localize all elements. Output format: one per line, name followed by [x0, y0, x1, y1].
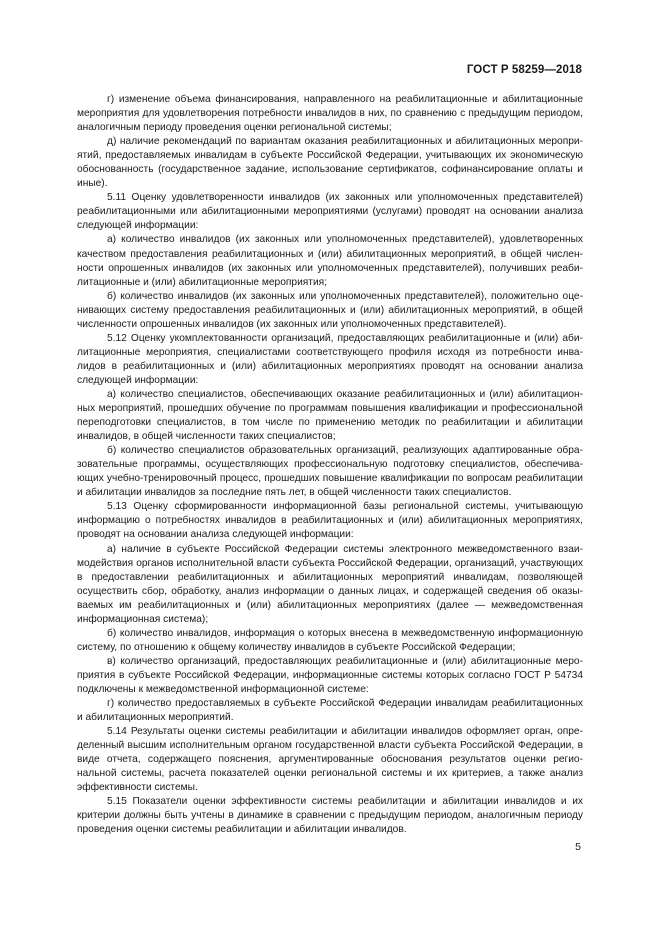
paragraph: б) количество инвалидов, информация о которых внесена в межведомственную информационную систему, по отношению к общему количеству инвалидов в субъекте Российской Федерации;	[77, 627, 583, 653]
page-number: 5	[575, 841, 581, 853]
paragraph: 5.12 Оценку укомплектованности организаций, предоставляющих реабилитационные и (или) абилитационные мероприятия, специалистами соответствующего профиля исходя из потребности инвалидов в реабилитационных и (или) абилитационных мероприятиях проводят на основании анализа следующей информации:	[77, 332, 583, 386]
paragraph: 5.14 Результаты оценки системы реабилитации и абилитации инвалидов оформляет орган, определенный высшим исполнительным органом государственной власти субъекта Российской Федерации, в виде отчета, содержащего пояснения, аргументированные обоснования результатов оценки региональной системы, расчета показателей оценки региональной системы и их критериев, а также анализ эффективности системы.	[77, 726, 583, 794]
paragraph: в) количество организаций, предоставляющих реабилитационные и (или) абилитационные мероприятия в субъекте Российской Федерации, информационные системы которых согласно ГОСТ Р 54734 подключены к межведомственной информационной системе:	[77, 655, 583, 695]
paragraph: б) количество специалистов образовательных организаций, реализующих адаптированные образовательные программы, осуществляющих профессиональную подготовку специалистов, обеспечивающих учебно-тренировочный процесс, прошедших повышение квалификации по вопросам реабилитации и абилитации инвалидов за последние пять лет, в общей численности таких специалистов.	[77, 445, 583, 499]
paragraph: г) изменение объема финансирования, направленного на реабилитационные и абилитационные мероприятия для удовлетворения потребности инвалидов в них, по сравнению с предыдущим периодом, аналогичным периоду проведения оценки региональной системы;	[77, 94, 583, 134]
document-body	[77, 93, 583, 837]
paragraph: а) количество инвалидов (их законных или уполномоченных представителей), удовлетворенных качеством предоставления реабилитационных и (или) абилитационных мероприятий, в общей численности опрошенных инвалидов (их законных или уполномоченных представителей), получивших реабилитационные и (или) абилитационные мероприятия;	[77, 234, 583, 288]
paragraph: а) наличие в субъекте Российской Федерации системы электронного межведомственного взаимодействия органов исполнительной власти субъекта Российской Федерации, организаций, участвующих в предоставлении реабилитационных и абилитационных мероприятий инвалидам, позволяющей осуществить сбор, обработку, анализ информации о данных лицах, и содержащей сведения об оказываемых им реабилитационных и (или) абилитационных мероприятиях (далее — межведомственная информационная система);	[77, 543, 583, 625]
paragraph: б) количество инвалидов (их законных или уполномоченных представителей), положительно оценивающих систему предоставления реабилитационных и (или) абилитационных мероприятий, в общей численности опрошенных инвалидов (их законных или уполномоченных представителей).	[77, 290, 583, 330]
document-header: ГОСТ Р 58259—2018	[466, 64, 582, 76]
paragraph: 5.11 Оценку удовлетворенности инвалидов (их законных или уполномоченных представителей) реабилитационными или абилитационными мероприятиями (услугами) проводят на основании анализа следующей информации:	[77, 192, 583, 232]
paragraph: 5.13 Оценку сформированности информационной базы региональной системы, учитывающую информацию о потребностях инвалидов в реабилитационных и (или) абилитационных мероприятиях, проводят на основании анализа следующей информации:	[77, 501, 583, 541]
paragraph: а) количество специалистов, обеспечивающих оказание реабилитационных и (или) абилитационных мероприятий, прошедших обучение по программам повышения квалификации и профессиональной переподготовки специалистов, в том числе по применению методик по реабилитации и абилитации инвалидов, в общей численности таких специалистов;	[77, 388, 583, 443]
paragraph: 5.15 Показатели оценки эффективности системы реабилитации и абилитации инвалидов и их критерии должны быть учтены в динамике в сравнении с предыдущим периодом, аналогичным периоду проведения оценки системы реабилитации и абилитации инвалидов.	[77, 796, 583, 836]
paragraph: г) количество предоставляемых в субъекте Российской Федерации инвалидам реабилитационных и абилитационных мероприятий.	[77, 698, 583, 724]
paragraph: д) наличие рекомендаций по вариантам оказания реабилитационных и абилитационных мероприятий, предоставляемых инвалидам в субъекте Российской Федерации, учитывающих их экономическую обоснованность (государственное задание, использование сертификатов, софинансирование оплаты и иные).	[77, 136, 583, 190]
